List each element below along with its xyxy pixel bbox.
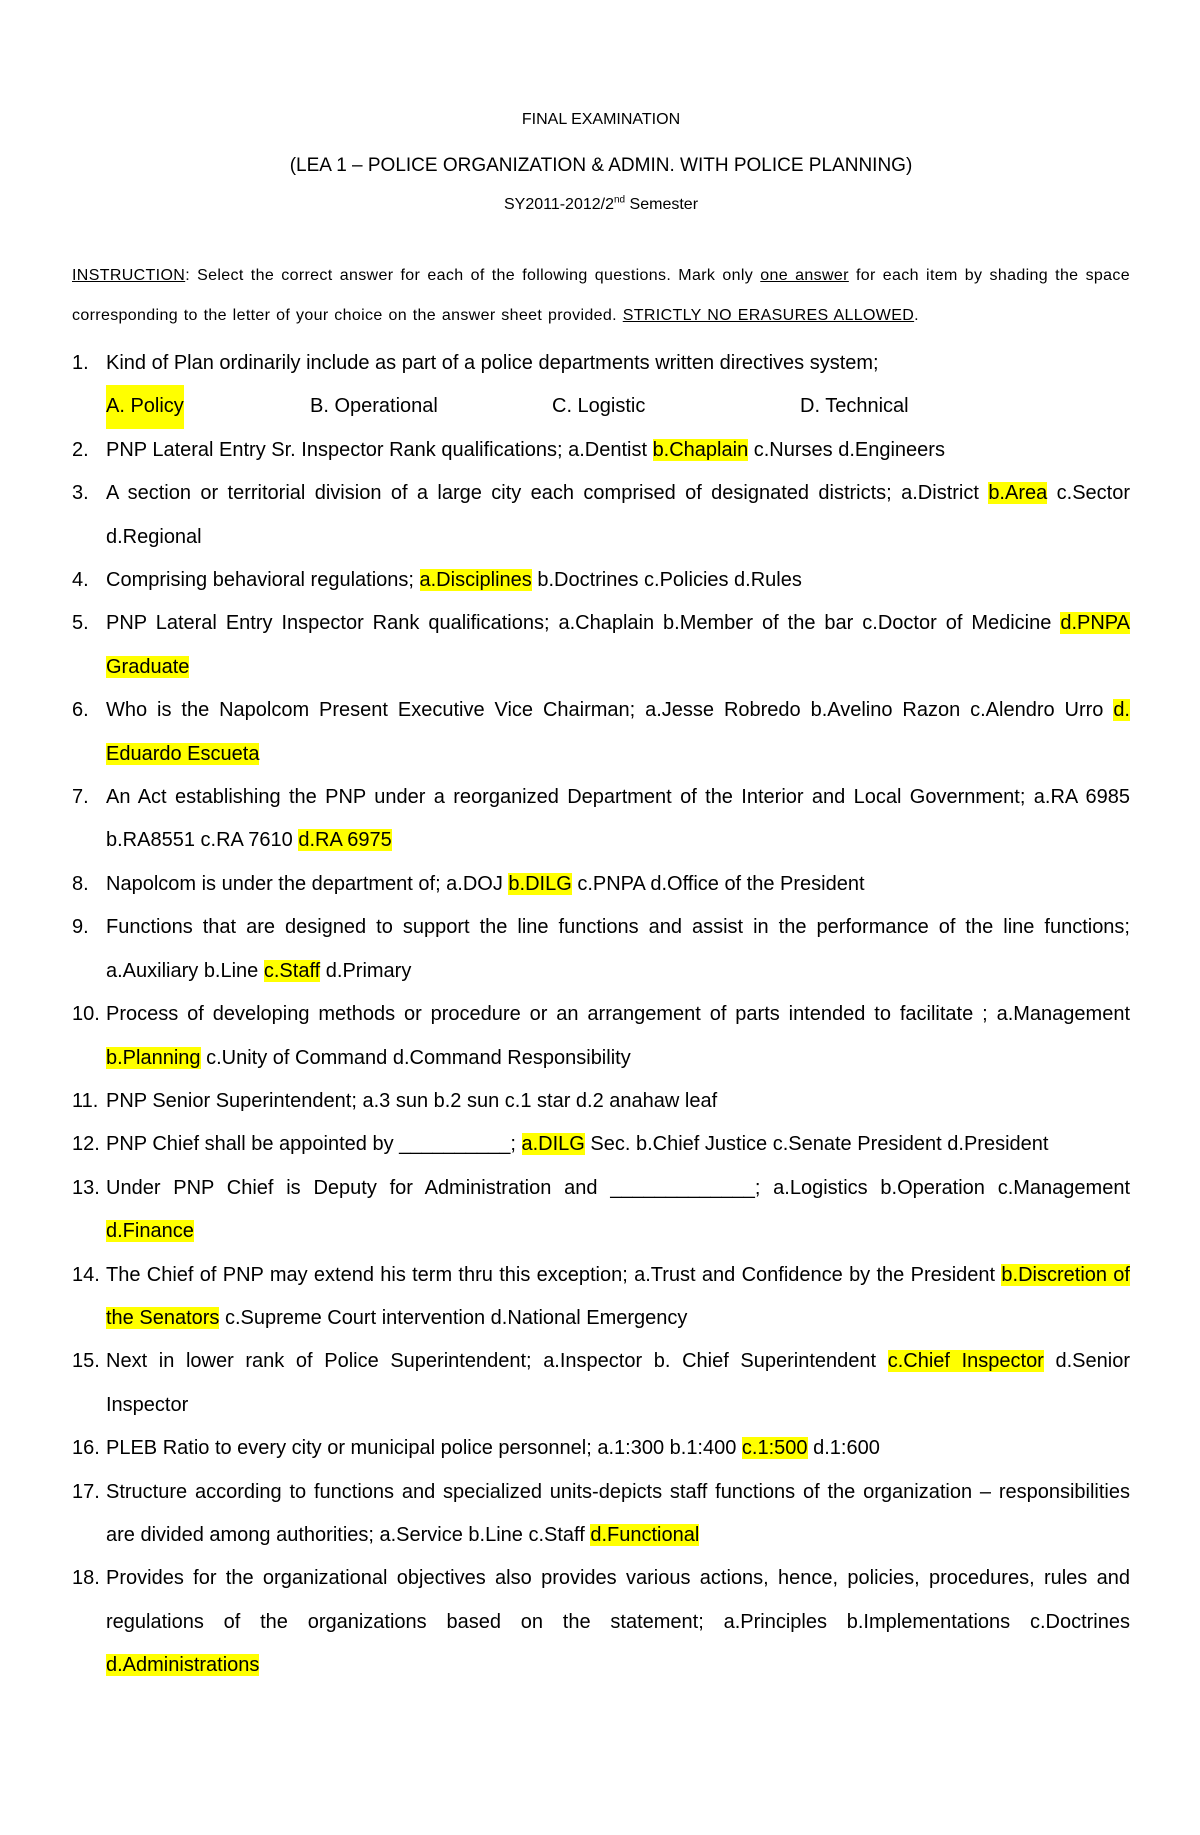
answer-highlight: b.Discretion of the Senators (106, 1263, 1130, 1329)
question-number: 16. (72, 1437, 100, 1460)
question-number: 1. (72, 352, 89, 374)
choice-c: C. Logistic (552, 395, 646, 418)
question-number: 4. (72, 569, 89, 592)
question-text: Napolcom is under the department of; a.DOJ (106, 872, 509, 895)
question-list (72, 342, 1130, 1688)
semester-sup: nd (613, 194, 626, 206)
question-text: PLEB Ratio to every city or municipal police personnel; a.1:300 b.1:400 (106, 1437, 742, 1460)
question-text: PNP Lateral Entry Inspector Rank qualifications; a.Chaplain b.Member of the bar c.Doctor of Medicine (106, 612, 1061, 635)
question-number: 13. (72, 1176, 100, 1199)
question-number: 3. (72, 482, 89, 505)
question-text: Structure according to functions and specialized units-depicts staff functions of the organization – responsibilities are divided among authorities; a.Service b.Line c.Staff (106, 1480, 1130, 1546)
answer-highlight: c.1:500 (741, 1437, 808, 1460)
question-number: 8. (72, 872, 89, 895)
question-text-rest: b.Doctrines c.Policies d.Rules (531, 569, 802, 592)
choice-d: D. Technical (800, 395, 909, 418)
question-choices (106, 385, 1130, 428)
answer-highlight: d. Eduardo Escueta (106, 699, 1130, 765)
question-text: Under PNP Chief is Deputy for Administration and _____________; a.Logistics b.Operation c.Management (106, 1176, 1130, 1199)
instruction-text-1: : Select the correct answer for each of the following questions. Mark only (185, 267, 761, 284)
question-text-rest: d.Senior Inspector (106, 1350, 1130, 1416)
question-text-rest: c.Sector d.Regional (106, 482, 1130, 548)
exam-subtitle: (LEA 1 – POLICE ORGANIZATION & ADMIN. WITH POLICE PLANNING) (289, 155, 913, 176)
answer-highlight: a.Disciplines (419, 569, 532, 592)
question-item (72, 776, 1130, 863)
answer-highlight: a.DILG (521, 1133, 585, 1156)
question-item (72, 1254, 1130, 1341)
question-text: Who is the Napolcom Present Executive Vice Chairman; a.Jesse Robredo b.Avelino Razon c.Alendro Urro (106, 699, 1114, 722)
question-number: 5. (72, 612, 89, 635)
question-number: 2. (72, 438, 89, 461)
instruction-label: INSTRUCTION (72, 267, 186, 284)
question-number: 18. (72, 1567, 100, 1590)
question-text: An Act establishing the PNP under a reorganized Department of the Interior and Local Government; a.RA 6985 b.RA8551 c.RA 7610 (106, 786, 1130, 852)
question-number: 11. (72, 1089, 99, 1112)
question-text: Kind of Plan ordinarily include as part of a police departments written directives system; (106, 352, 879, 374)
exam-semester (72, 193, 1130, 217)
question-item (72, 906, 1130, 993)
question-item (72, 1471, 1130, 1558)
question-text: Comprising behavioral regulations; (106, 569, 420, 592)
question-item (72, 1167, 1130, 1254)
question-number: 6. (72, 699, 89, 722)
question-text-rest: Sec. b.Chief Justice c.Senate President d.President (584, 1133, 1049, 1156)
exam-title: FINAL EXAMINATION (521, 111, 681, 128)
answer-highlight: d.RA 6975 (298, 829, 392, 852)
question-text-rest: c.Unity of Command d.Command Responsibility (200, 1046, 631, 1069)
answer-highlight: c.Chief Inspector (887, 1350, 1044, 1373)
question-item (72, 1080, 1130, 1123)
choice-a-answer: A. Policy (106, 385, 184, 428)
question-text: Functions that are designed to support the line functions and assist in the performance of the line functions; a.Auxiliary b.Line (106, 916, 1130, 982)
answer-highlight: b.Area (988, 482, 1048, 505)
question-item (72, 863, 1130, 906)
instruction-underline-2: STRICTLY NO ERASURES ALLOWED (622, 307, 915, 324)
semester-prefix: SY2011-2012/2 (503, 196, 614, 213)
answer-highlight: b.Planning (106, 1046, 201, 1069)
question-text: PNP Senior Superintendent; a.3 sun b.2 sun c.1 star d.2 anahaw leaf (106, 1089, 718, 1112)
question-text-rest: c.Supreme Court intervention d.National Emergency (219, 1306, 688, 1329)
question-text: PNP Lateral Entry Sr. Inspector Rank qualifications; a.Dentist (106, 438, 653, 461)
answer-highlight: d.Functional (590, 1523, 700, 1546)
question-item (72, 1123, 1130, 1166)
question-number: 9. (72, 916, 89, 939)
question-text: Next in lower rank of Police Superintendent; a.Inspector b. Chief Superintendent (106, 1350, 888, 1373)
question-number: 12. (72, 1133, 100, 1156)
question-number: 17. (72, 1480, 100, 1503)
question-number: 14. (72, 1263, 100, 1286)
question-text: The Chief of PNP may extend his term thru this exception; a.Trust and Confidence by the President (106, 1263, 1002, 1286)
question-item (72, 429, 1130, 472)
question-item (72, 689, 1130, 776)
question-item (72, 559, 1130, 602)
instruction-text-3: . (914, 307, 919, 324)
question-item (72, 472, 1130, 559)
question-text: Provides for the organizational objectives also provides various actions, hence, policies, procedures, rules and regulations of the organizations based on the statement; a.Principles b.Implementations c.Doctrines (106, 1567, 1130, 1633)
answer-highlight: d.Finance (106, 1220, 194, 1243)
question-text: Process of developing methods or procedure or an arrangement of parts intended to facilitate ; a.Management (106, 1003, 1130, 1026)
answer-highlight: c.Staff (263, 959, 321, 982)
question-item (72, 993, 1130, 1080)
question-text: A section or territorial division of a large city each comprised of designated districts; a.District (106, 482, 989, 505)
question-text: PNP Chief shall be appointed by __________; (106, 1133, 522, 1156)
answer-highlight: b.DILG (508, 872, 572, 895)
instruction-underline-1: one answer (760, 267, 849, 284)
question-text-rest: d.Primary (320, 959, 412, 982)
question-text-rest: c.Nurses d.Engineers (748, 438, 945, 461)
question-text-rest: c.PNPA d.Office of the President (571, 872, 865, 895)
question-item (72, 342, 1130, 429)
question-text-rest: d.1:600 (807, 1437, 880, 1460)
question-number: 7. (72, 786, 89, 809)
question-item (72, 602, 1130, 689)
question-number: 10. (72, 1003, 100, 1026)
instruction-text-2: for each item by shading the space corresponding to the letter of your choice on the answer sheet provided. (72, 267, 1131, 324)
answer-highlight: b.Chaplain (652, 438, 749, 461)
answer-highlight: d.Administrations (106, 1654, 260, 1677)
semester-suffix: Semester (625, 196, 699, 213)
question-number: 15. (72, 1350, 100, 1373)
instruction-paragraph (72, 256, 1130, 336)
question-item (72, 1427, 1130, 1470)
question-item (72, 1340, 1130, 1427)
question-item (72, 1557, 1130, 1687)
choice-b: B. Operational (310, 395, 438, 418)
answer-highlight: d.PNPA Graduate (106, 612, 1130, 678)
